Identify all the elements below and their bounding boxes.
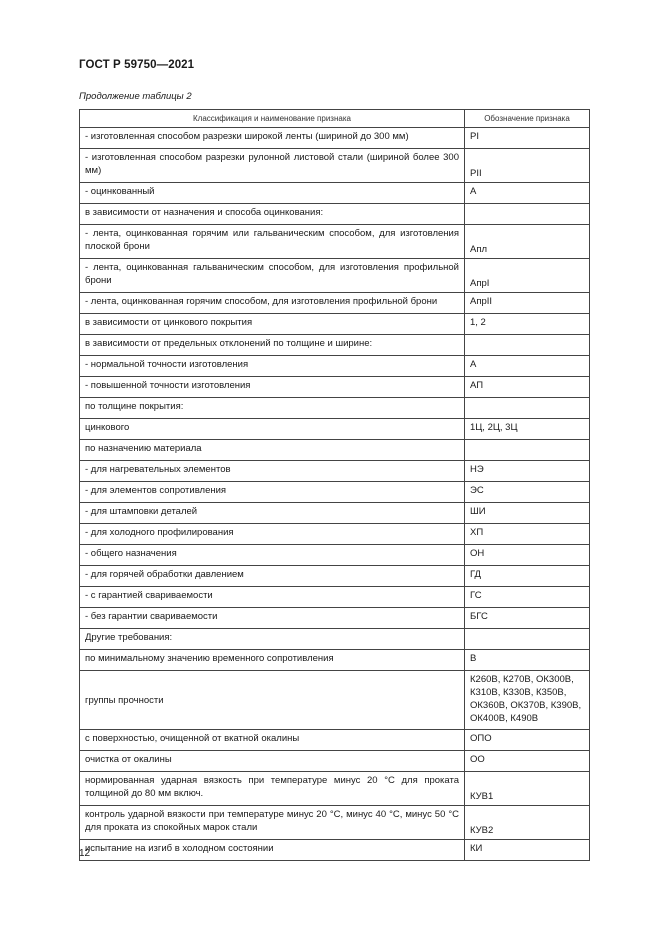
feature-code-cell <box>465 204 590 225</box>
feature-code-cell: КУВ1 <box>465 772 590 806</box>
feature-name-cell: испытание на изгиб в холодном состоянии <box>80 840 465 861</box>
feature-name-cell: - оцинкованный <box>80 183 465 204</box>
table-row <box>80 128 590 149</box>
feature-name-cell: Другие требования: <box>80 629 465 650</box>
table-row <box>80 419 590 440</box>
feature-name-cell: - лента, оцинкованная горячим способом, для изготовления профильной брони <box>80 293 465 314</box>
feature-name-cell: - для нагревательных элементов <box>80 461 465 482</box>
feature-name-cell: в зависимости от цинкового покрытия <box>80 314 465 335</box>
table-row <box>80 772 590 806</box>
feature-name-cell: - общего назначения <box>80 545 465 566</box>
feature-code-cell: А <box>465 356 590 377</box>
table-caption: Продолжение таблицы 2 <box>79 91 192 102</box>
column-header-classification: Классификация и наименование признака <box>80 110 465 128</box>
table-row <box>80 204 590 225</box>
table-row <box>80 751 590 772</box>
table-header-row <box>80 110 590 128</box>
feature-name-cell: - для элементов сопротивления <box>80 482 465 503</box>
table-row <box>80 629 590 650</box>
table-row <box>80 503 590 524</box>
feature-code-cell: А <box>465 183 590 204</box>
feature-code-cell: PI <box>465 128 590 149</box>
feature-name-cell: - для горячей обработки давлением <box>80 566 465 587</box>
feature-code-cell: К260В, К270В, ОК300В, К310В, К330В, К350В, ОК360В, ОК370В, К390В, ОК400В, К490В <box>465 671 590 730</box>
table-row <box>80 314 590 335</box>
classification-table <box>79 109 590 861</box>
feature-name-cell: - лента, оцинкованная гальваническим способом, для изготовления профильной брони <box>80 259 465 293</box>
feature-code-cell: АП <box>465 377 590 398</box>
feature-code-cell: ГС <box>465 587 590 608</box>
feature-code-cell <box>465 335 590 356</box>
table-row <box>80 461 590 482</box>
table-row <box>80 259 590 293</box>
feature-code-cell: 1Ц, 2Ц, 3Ц <box>465 419 590 440</box>
feature-name-cell: - изготовленная способом разрезки рулонной листовой стали (шириной более 300 мм) <box>80 149 465 183</box>
feature-code-cell: АпрII <box>465 293 590 314</box>
feature-code-cell <box>465 440 590 461</box>
table-row <box>80 524 590 545</box>
feature-code-cell: В <box>465 650 590 671</box>
table-row <box>80 149 590 183</box>
feature-code-cell <box>465 398 590 419</box>
feature-name-cell: - с гарантией свариваемости <box>80 587 465 608</box>
feature-code-cell <box>465 629 590 650</box>
table-row <box>80 293 590 314</box>
feature-name-cell: - повышенной точности изготовления <box>80 377 465 398</box>
table-row <box>80 806 590 840</box>
page-number: 12 <box>79 848 91 859</box>
feature-code-cell: ШИ <box>465 503 590 524</box>
table-row <box>80 440 590 461</box>
feature-name-cell: - для штамповки деталей <box>80 503 465 524</box>
table-row <box>80 671 590 730</box>
feature-code-cell: ОПО <box>465 730 590 751</box>
feature-name-cell: - без гарантии свариваемости <box>80 608 465 629</box>
table-row <box>80 377 590 398</box>
document-header: ГОСТ Р 59750—2021 <box>79 59 195 71</box>
feature-name-cell: по назначению материала <box>80 440 465 461</box>
feature-code-cell: БГС <box>465 608 590 629</box>
feature-code-cell: ЭС <box>465 482 590 503</box>
feature-name-cell: в зависимости от предельных отклонений по толщине и ширине: <box>80 335 465 356</box>
table-row <box>80 587 590 608</box>
table-row <box>80 183 590 204</box>
feature-code-cell: Апл <box>465 225 590 259</box>
table-row <box>80 840 590 861</box>
feature-code-cell: ХП <box>465 524 590 545</box>
feature-code-cell: ОН <box>465 545 590 566</box>
feature-name-cell: очистка от окалины <box>80 751 465 772</box>
table-row <box>80 608 590 629</box>
table-row <box>80 650 590 671</box>
feature-name-cell: - нормальной точности изготовления <box>80 356 465 377</box>
table-row <box>80 398 590 419</box>
feature-name-cell: по толщине покрытия: <box>80 398 465 419</box>
feature-code-cell: НЭ <box>465 461 590 482</box>
feature-name-cell: цинкового <box>80 419 465 440</box>
feature-name-cell: по минимальному значению временного сопротивления <box>80 650 465 671</box>
table-row <box>80 356 590 377</box>
feature-code-cell: АпрI <box>465 259 590 293</box>
feature-code-cell: ГД <box>465 566 590 587</box>
feature-name-cell: нормированная ударная вязкость при температуре минус 20 °С для проката толщиной до 80 мм включ. <box>80 772 465 806</box>
feature-name-cell: группы прочности <box>80 671 465 730</box>
feature-name-cell: - для холодного профилирования <box>80 524 465 545</box>
feature-name-cell: контроль ударной вязкости при температуре минус 20 °С, минус 40 °С, минус 50 °С для проката из спокойных марок стали <box>80 806 465 840</box>
table-row <box>80 566 590 587</box>
feature-code-cell: КИ <box>465 840 590 861</box>
column-header-designation: Обозначение признака <box>465 110 590 128</box>
table-row <box>80 335 590 356</box>
table-row <box>80 482 590 503</box>
feature-code-cell: PII <box>465 149 590 183</box>
feature-name-cell: с поверхностью, очищенной от вкатной окалины <box>80 730 465 751</box>
table-row <box>80 225 590 259</box>
feature-name-cell: - изготовленная способом разрезки широкой ленты (шириной до 300 мм) <box>80 128 465 149</box>
feature-code-cell: ОО <box>465 751 590 772</box>
table-row <box>80 545 590 566</box>
feature-name-cell: в зависимости от назначения и способа оцинкования: <box>80 204 465 225</box>
feature-name-cell: - лента, оцинкованная горячим или гальваническим способом, для изготовления плоской брони <box>80 225 465 259</box>
table-row <box>80 730 590 751</box>
feature-code-cell: КУВ2 <box>465 806 590 840</box>
feature-code-cell: 1, 2 <box>465 314 590 335</box>
